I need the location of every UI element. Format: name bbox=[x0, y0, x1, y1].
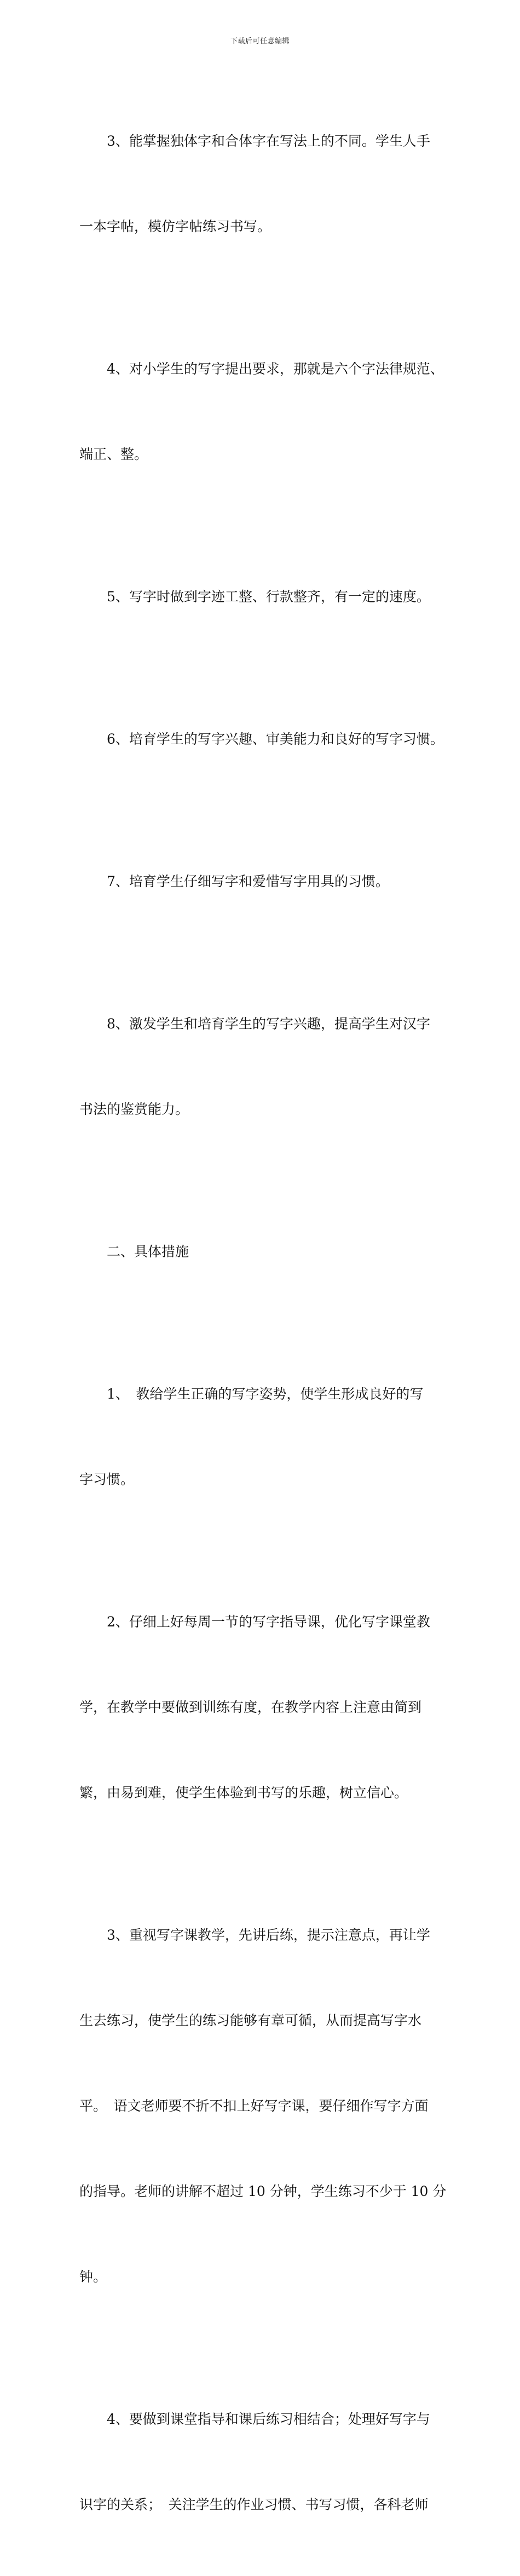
text-line: 3、能掌握独体字和合体字在写法上的不同。学生人手 bbox=[79, 133, 430, 149]
text-line: 一本字帖，模仿字帖练习书写。 bbox=[79, 219, 271, 234]
section-heading-measures bbox=[79, 1181, 443, 1323]
document-body bbox=[79, 70, 447, 2576]
text-line: 7、培育学生仔细写字和爱惜写字用具的习惯。 bbox=[79, 873, 389, 889]
page-header: 下载后可任意编辑 bbox=[230, 37, 290, 45]
text-line: 4、要做到课堂指导和课后练习相结合；处理好写字与 bbox=[79, 2411, 430, 2427]
text-line: 4、对小学生的写字提出要求，那就是六个字法律规范、 bbox=[79, 361, 444, 377]
text-line: 端正、整。 bbox=[79, 446, 148, 462]
text-line: 的指导。老师的讲解不超过 10 分钟，学生练习不少于 10 分 bbox=[79, 2183, 447, 2199]
text-line: 学，在教学中要做到训练有度，在教学内容上注意由简到 bbox=[79, 1699, 422, 1715]
paragraph-goal-4 bbox=[79, 298, 443, 526]
text-line: 8、激发学生和培育学生的写字兴趣，提高学生对汉字 bbox=[79, 1016, 430, 1032]
paragraph-measure-1 bbox=[79, 1323, 443, 1551]
paragraph-measure-2 bbox=[79, 1551, 443, 1864]
text-line: 生去练习，使学生的练习能够有章可循，从而提高写字水 bbox=[79, 2013, 422, 2028]
text-line: 2、仔细上好每周一节的写字指导课，优化写字课堂教 bbox=[79, 1614, 430, 1630]
text-line: 平。 语文老师要不折不扣上好写字课，要仔细作写字方面 bbox=[79, 2098, 429, 2114]
text-line: 识字的关系； 关注学生的作业习惯、书写习惯，各科老师 bbox=[79, 2497, 429, 2512]
paragraph-goal-6 bbox=[79, 668, 443, 810]
paragraph-goal-7 bbox=[79, 810, 443, 953]
text-line: 书法的鉴赏能力。 bbox=[79, 1101, 189, 1117]
text-line: 钟。 bbox=[79, 2269, 107, 2285]
text-line: 6、培育学生的写字兴趣、审美能力和良好的写字习惯。 bbox=[79, 731, 444, 747]
paragraph-goal-5 bbox=[79, 526, 443, 668]
text-line: 1、 教给学生正确的写字姿势，使学生形成良好的写 bbox=[79, 1386, 424, 1402]
text-line: 5、写字时做到字迹工整、行款整齐，有一定的速度。 bbox=[79, 589, 430, 605]
paragraph-measure-3 bbox=[79, 1864, 447, 2348]
text-line: 繁，由易到难，使学生体验到书写的乐趣，树立信心。 bbox=[79, 1785, 408, 1801]
paragraph-goal-3 bbox=[79, 70, 443, 298]
paragraph-goal-8 bbox=[79, 953, 443, 1181]
text-line: 3、重视写字课教学，先讲后练，提示注意点，再让学 bbox=[79, 1927, 430, 1943]
paragraph-measure-4 bbox=[79, 2348, 443, 2576]
text-line: 二、具体措施 bbox=[79, 1244, 189, 1260]
text-line: 字习惯。 bbox=[79, 1471, 135, 1487]
